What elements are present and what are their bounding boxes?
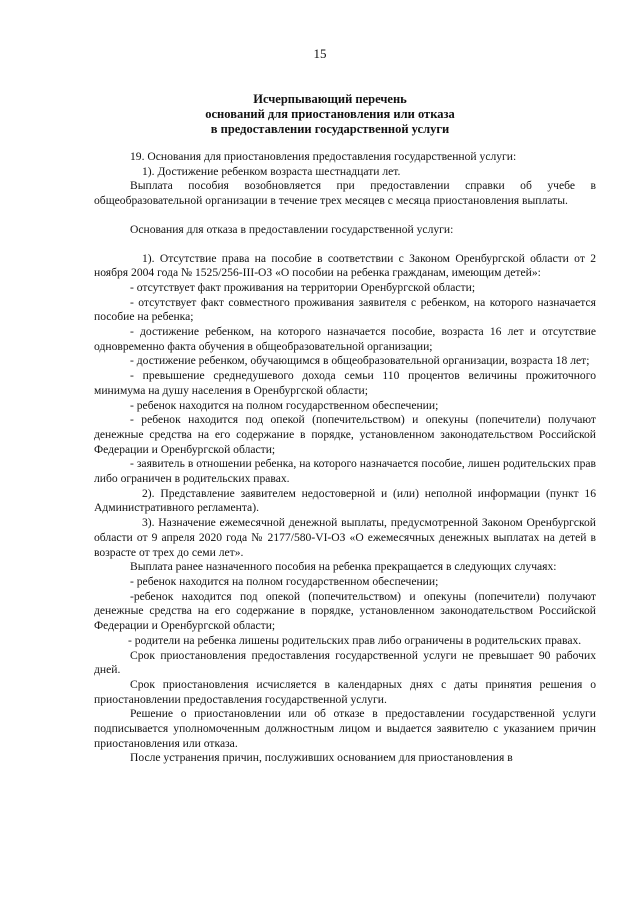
- paragraph-refusal-2: 2). Представление заявителем недостоверной и (или) неполной информации (пункт 16 Административного регламента).: [94, 486, 596, 515]
- list-item: - заявитель в отношении ребенка, на которого назначается пособие, лишен родительских прав либо ограничен в родительских правах.: [94, 457, 596, 486]
- document-body: [94, 150, 596, 766]
- list-item: - достижение ребенком, на которого назначается пособие, возраста 16 лет и отсутствие одновременно факта обучения в общеобразовательной организации;: [94, 325, 596, 353]
- list-item: - достижение ребенком, обучающимся в общеобразовательной организации, возраста 18 лет;: [130, 354, 590, 368]
- paragraph-suspension-1: 1). Достижение ребенком возраста шестнадцати лет.: [142, 164, 401, 178]
- list-item: -ребенок находится под опекой (попечительством) и опекуны (попечители) получают денежные средства на его содержание в порядке, установленном законодательством Российской Федерации и Оренбургской области;: [94, 589, 596, 633]
- paragraph-term-calculation: Срок приостановления исчисляется в календарных днях с даты принятия решения о приостановлении предоставления государственной услуги.: [94, 677, 596, 706]
- list-item: - родители на ребенка лишены родительских прав либо ограничены в родительских правах.: [128, 633, 582, 647]
- paragraph-resumption: Выплата пособия возобновляется при предоставлении справки об учебе в общеобразовательной организации в течение трех месяцев с месяца приостановления выплаты.: [94, 179, 596, 208]
- list-item: - ребенок находится под опекой (попечительством) и опекуны (попечители) получают денежные средства на его содержание в порядке, установленном законодательством Российской Федерации и Оренбургской области;: [94, 413, 596, 456]
- list-item: - отсутствует факт совместного проживания заявителя с ребенком, на которого назначается пособие на ребенка;: [94, 295, 596, 324]
- paragraph-termination: Выплата ранее назначенного пособия на ребенка прекращается в следующих случаях:: [130, 560, 557, 574]
- paragraph-decision: Решение о приостановлении или об отказе в предоставлении государственной услуги подписывается уполномоченным должностным лицом и выдается заявителю с указанием причин приостановления или отказа.: [94, 707, 596, 750]
- paragraph-suspension-grounds: 19. Основания для приостановления предоставления государственной услуги:: [130, 150, 517, 163]
- paragraph-refusal-3: 3). Назначение ежемесячной денежной выплаты, предусмотренной Законом Оренбургской области от 9 апреля 2020 года № 2177/580-VI-ОЗ «О ежемесячных денежных выплатах на детей в возрасте от трех до семи лет».: [94, 516, 596, 559]
- list-item: - ребенок находится на полном государственном обеспечении;: [130, 574, 439, 588]
- paragraph-after-elimination: После устранения причин, послуживших основанием для приостановления в: [130, 751, 513, 765]
- list-item: - превышение среднедушевого дохода семьи 110 процентов величины прожиточного минимума на душу населения в Оренбургской области;: [94, 369, 596, 397]
- title-line-1: Исчерпывающий перечень: [253, 92, 407, 106]
- page-number: 15: [313, 46, 327, 61]
- paragraph-suspension-term: Срок приостановления предоставления государственной услуги не превышает 90 рабочих дней.: [94, 648, 596, 677]
- title-line-3: в предоставлении государственной услуги: [210, 122, 450, 136]
- title-line-2: оснований для приостановления или отказа: [205, 107, 455, 121]
- list-item: - ребенок находится на полном государственном обеспечении;: [130, 398, 439, 412]
- paragraph-refusal-grounds: Основания для отказа в предоставлении государственной услуги:: [130, 222, 454, 236]
- paragraph-refusal-1: 1). Отсутствие права на пособие в соответствии с Законом Оренбургской области от 2 ноября 2004 года № 1525/256-III-ОЗ «О пособии на ребенка гражданам, имеющим детей»:: [94, 251, 596, 280]
- section-title: [60, 92, 600, 137]
- list-item: - отсутствует факт проживания на территории Оренбургской области;: [130, 280, 476, 294]
